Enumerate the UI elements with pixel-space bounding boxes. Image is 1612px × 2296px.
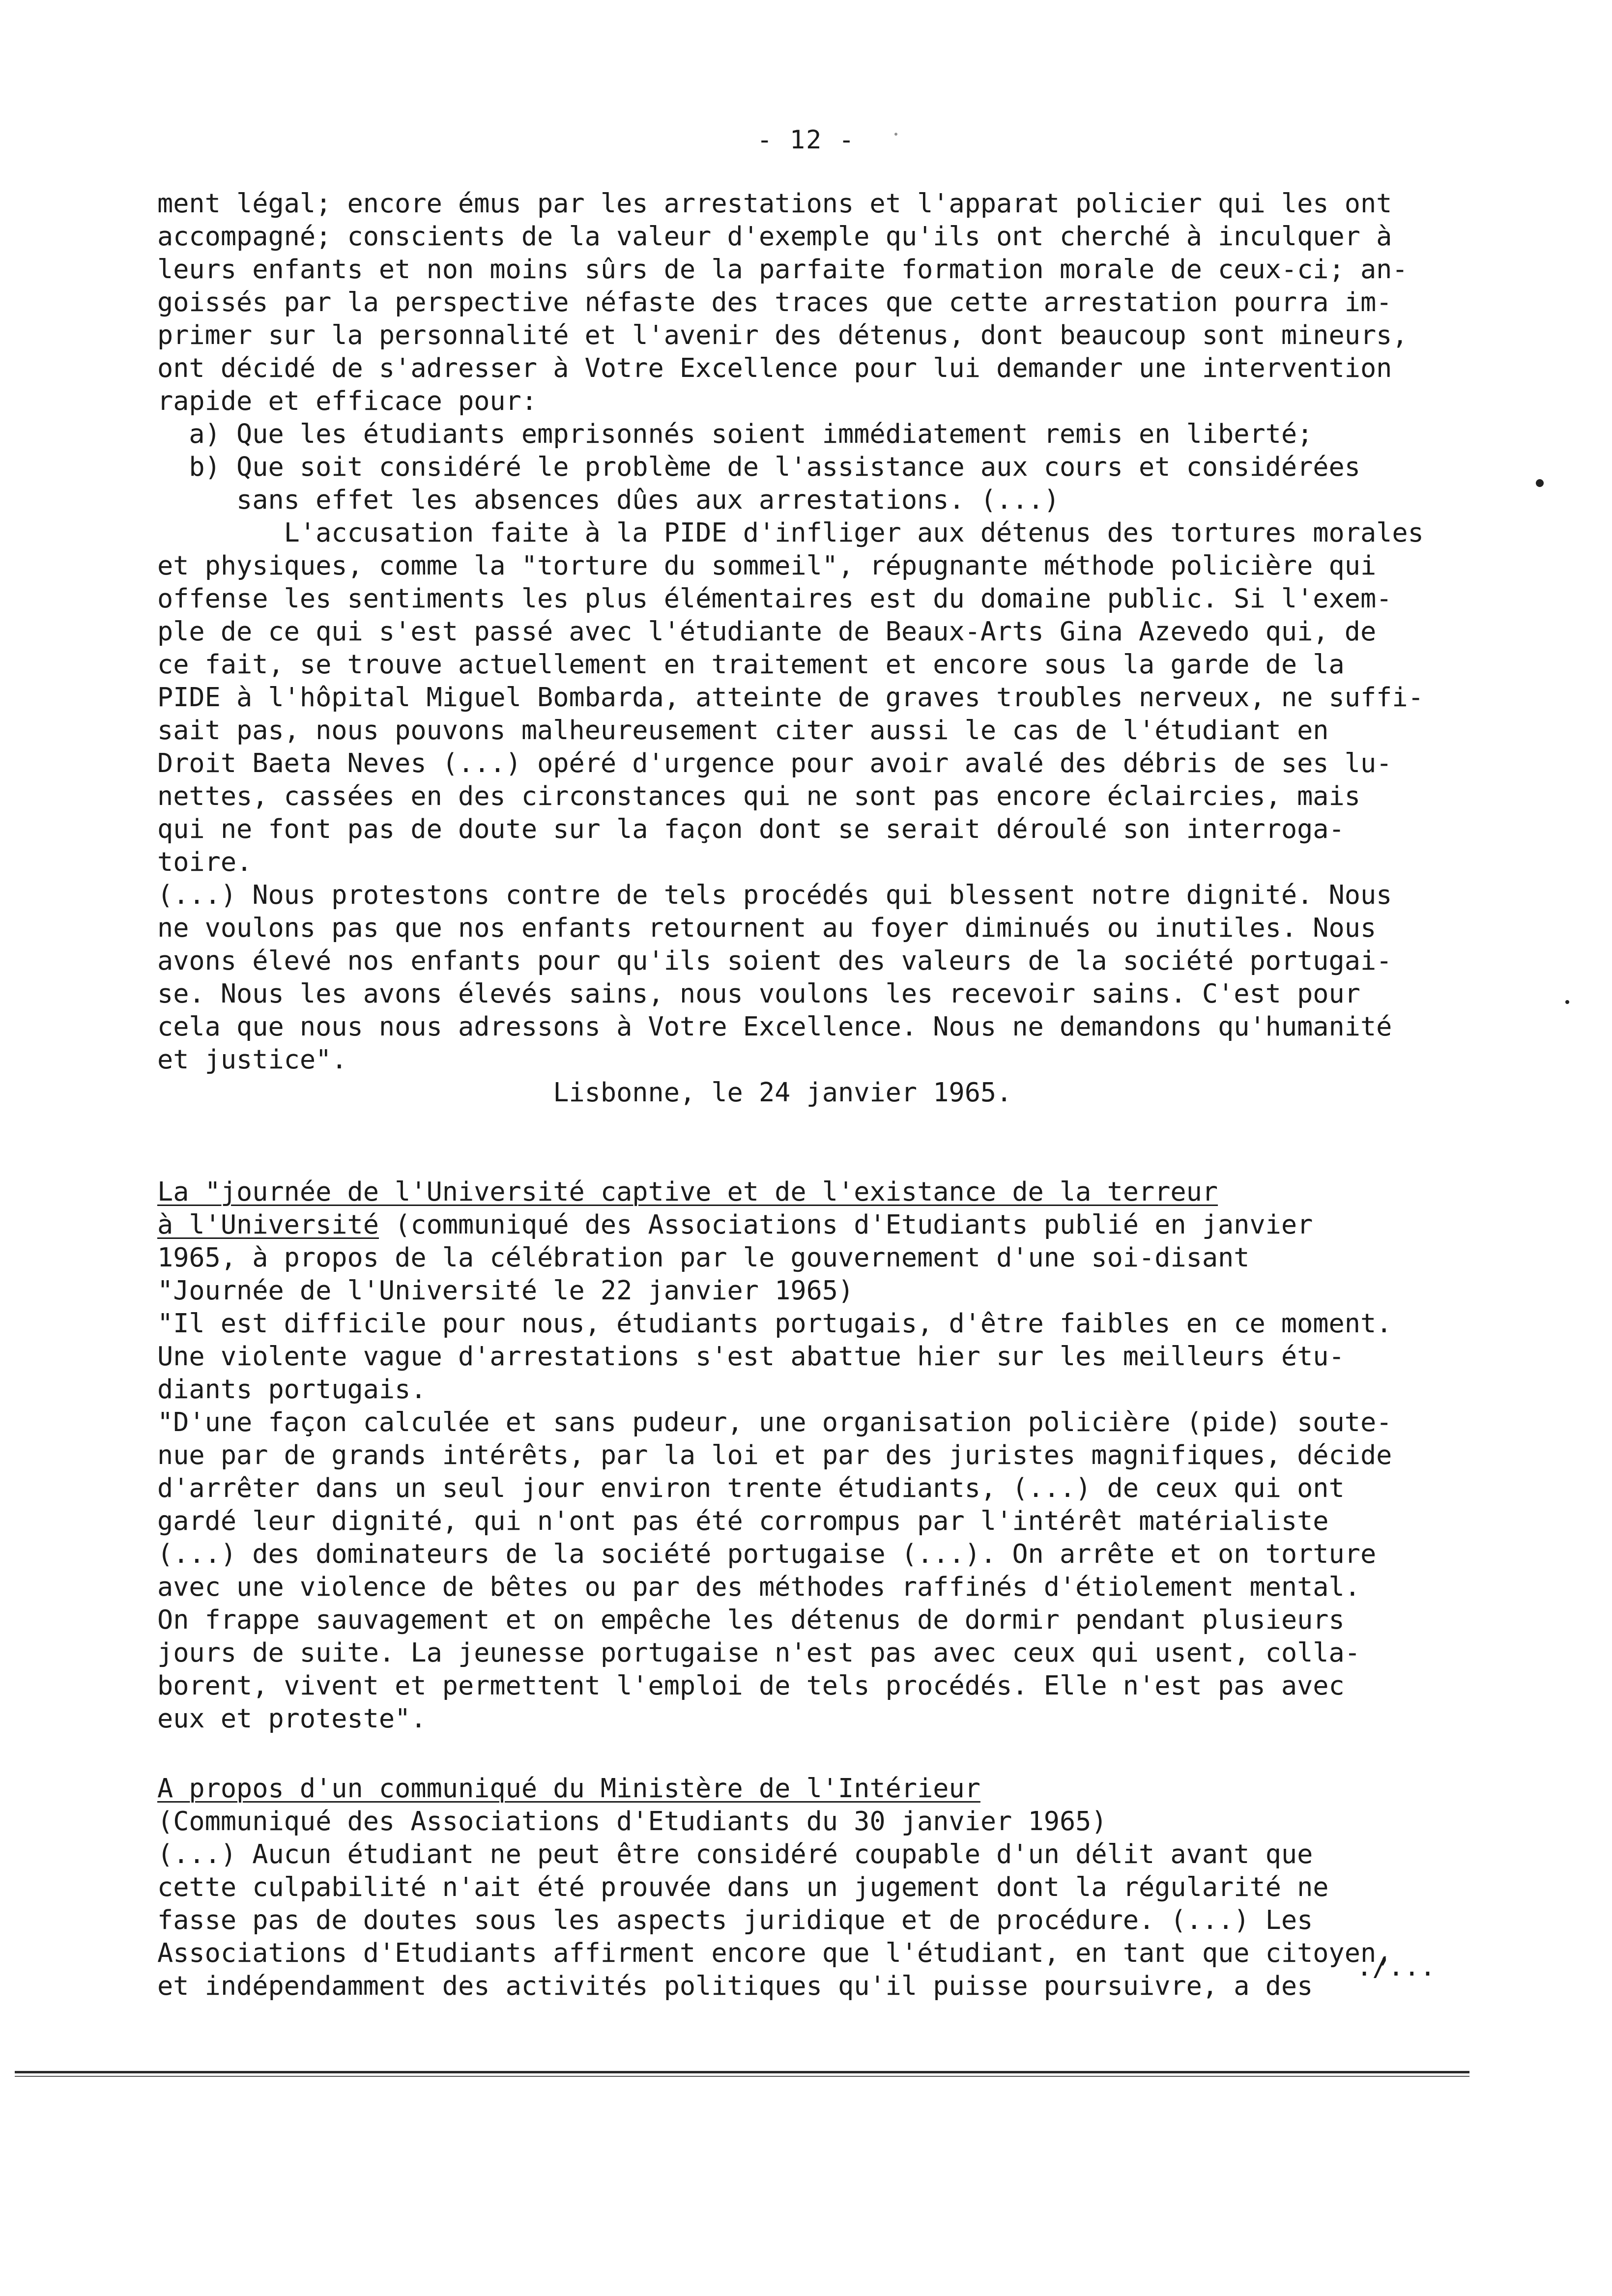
- continuation-mark: ./...: [1356, 1951, 1436, 1982]
- section-heading-underlined: à l'Université: [157, 1209, 379, 1240]
- margin-speck: [894, 133, 897, 136]
- text-line: cette culpabilité n'ait été prouvée dans un jugement dont la régularité ne: [157, 1871, 1329, 1902]
- section-subtitle: (communiqué des Associations d'Etudiants publié en janvier: [378, 1209, 1313, 1240]
- text-line: "D'une façon calculée et sans pudeur, une organisation policière (pide) soute-: [157, 1406, 1392, 1437]
- document-body: [157, 187, 1465, 2002]
- text-line: PIDE à l'hôpital Miguel Bombarda, atteinte de graves troubles nerveux, ne suffi-: [157, 682, 1424, 713]
- text-line: L'accusation faite à la PIDE d'infliger aux détenus des tortures morales: [157, 517, 1424, 548]
- section-universite-captive: [157, 1175, 1465, 1735]
- text-line: a) Que les étudiants emprisonnés soient immédiatement remis en liberté;: [157, 418, 1313, 449]
- text-line: (...) Aucun étudiant ne peut être considéré coupable d'un délit avant que: [157, 1838, 1313, 1869]
- text-line: nettes, cassées en des circonstances qui ne sont pas encore éclaircies, mais: [157, 780, 1360, 811]
- margin-speck: [1536, 479, 1544, 487]
- text-line: "Journée de l'Université le 22 janvier 1965): [157, 1275, 854, 1306]
- text-line: "Il est difficile pour nous, étudiants portugais, d'être faibles en ce moment.: [157, 1308, 1392, 1339]
- text-line: diants portugais.: [157, 1374, 427, 1405]
- text-line: borent, vivent et permettent l'emploi de tels procédés. Elle n'est pas avec: [157, 1670, 1345, 1701]
- section-ministere-interieur: [157, 1772, 1465, 2002]
- text-line: avec une violence de bêtes ou par des méthodes raffinés d'étiolement mental.: [157, 1571, 1360, 1602]
- text-line: (...) des dominateurs de la société portugaise (...). On arrête et on torture: [157, 1538, 1377, 1569]
- text-line: ne voulons pas que nos enfants retournent au foyer diminués ou inutiles. Nous: [157, 912, 1377, 943]
- text-line: Associations d'Etudiants affirment encore que l'étudiant, en tant que citoyen,: [157, 1937, 1392, 1968]
- section-spacer: [157, 1735, 1465, 1772]
- text-line: ment légal; encore émus par les arrestations et l'apparat policier qui les ont: [157, 188, 1392, 219]
- text-line: b) Que soit considéré le problème de l'assistance aux cours et considérées: [157, 451, 1360, 482]
- dateline: Lisbonne, le 24 janvier 1965.: [157, 1077, 1012, 1108]
- section-heading-continued: [157, 1208, 1465, 1241]
- text-line: primer sur la personnalité et l'avenir des détenus, dont beaucoup sont mineurs,: [157, 319, 1408, 350]
- text-line: d'arrêter dans un seul jour environ trente étudiants, (...) de ceux qui ont: [157, 1472, 1345, 1503]
- text-line: (Communiqué des Associations d'Etudiants du 30 janvier 1965): [157, 1806, 1107, 1837]
- paragraph-petition: [157, 187, 1465, 1109]
- text-line: et indépendamment des activités politiques qu'il puisse poursuivre, a des: [157, 1970, 1313, 2001]
- text-line: se. Nous les avons élevés sains, nous voulons les recevoir sains. C'est pour: [157, 978, 1360, 1009]
- text-line: ple de ce qui s'est passé avec l'étudiante de Beaux-Arts Gina Azevedo qui, de: [157, 616, 1377, 647]
- text-line: sait pas, nous pouvons malheureusement citer aussi le cas de l'étudiant en: [157, 715, 1329, 746]
- text-line: rapide et efficace pour:: [157, 385, 538, 416]
- text-line: eux et proteste".: [157, 1703, 427, 1734]
- page-bottom-rule-shadow: [15, 2076, 1469, 2077]
- text-line: leurs enfants et non moins sûrs de la parfaite formation morale de ceux-ci; an-: [157, 254, 1408, 285]
- text-line: fasse pas de doutes sous les aspects juridique et de procédure. (...) Les: [157, 1904, 1313, 1935]
- text-line: (...) Nous protestons contre de tels procédés qui blessent notre dignité. Nous: [157, 879, 1392, 910]
- text-line: ce fait, se trouve actuellement en traitement et encore sous la garde de la: [157, 649, 1345, 680]
- text-line: ont décidé de s'adresser à Votre Excellence pour lui demander une intervention: [157, 352, 1392, 383]
- text-line: et justice".: [157, 1044, 347, 1075]
- text-line: jours de suite. La jeunesse portugaise n'est pas avec ceux qui usent, colla-: [157, 1637, 1360, 1668]
- text-line: Une violente vague d'arrestations s'est abattue hier sur les meilleurs étu-: [157, 1341, 1345, 1372]
- text-line: toire.: [157, 846, 253, 877]
- text-line: offense les sentiments les plus élémentaires est du domaine public. Si l'exem-: [157, 583, 1392, 614]
- text-line: gardé leur dignité, qui n'ont pas été corrompus par l'intérêt matérialiste: [157, 1505, 1329, 1536]
- text-line: nue par de grands intérêts, par la loi et par des juristes magnifiques, décide: [157, 1439, 1392, 1470]
- text-line: 1965, à propos de la célébration par le gouvernement d'une soi-disant: [157, 1242, 1250, 1273]
- section-spacer: [157, 1109, 1465, 1175]
- text-line: cela que nous nous adressons à Votre Excellence. Nous ne demandons qu'humanité: [157, 1011, 1392, 1042]
- text-line: On frappe sauvagement et on empêche les détenus de dormir pendant plusieurs: [157, 1604, 1345, 1635]
- margin-speck: [1565, 1000, 1569, 1004]
- text-line: qui ne font pas de doute sur la façon dont se serait déroulé son interroga-: [157, 813, 1345, 844]
- text-line: sans effet les absences dûes aux arrestations. (...): [157, 484, 1060, 515]
- text-line: accompagné; conscients de la valeur d'exemple qu'ils ont cherché à inculquer à: [157, 221, 1392, 252]
- text-line: avons élevé nos enfants pour qu'ils soient des valeurs de la société portugai-: [157, 945, 1392, 976]
- section-heading: La "journée de l'Université captive et de l'existance de la terreur: [157, 1176, 1218, 1207]
- page-number: - 12 -: [757, 125, 855, 155]
- text-line: goissés par la perspective néfaste des traces que cette arrestation pourra im-: [157, 287, 1392, 317]
- text-line: Droit Baeta Neves (...) opéré d'urgence pour avoir avalé des débris de ses lu-: [157, 747, 1392, 778]
- page-bottom-rule: [15, 2071, 1469, 2073]
- text-line: et physiques, comme la "torture du sommeil", répugnante méthode policière qui: [157, 550, 1377, 581]
- section-heading: A propos d'un communiqué du Ministère de l'Intérieur: [157, 1773, 980, 1804]
